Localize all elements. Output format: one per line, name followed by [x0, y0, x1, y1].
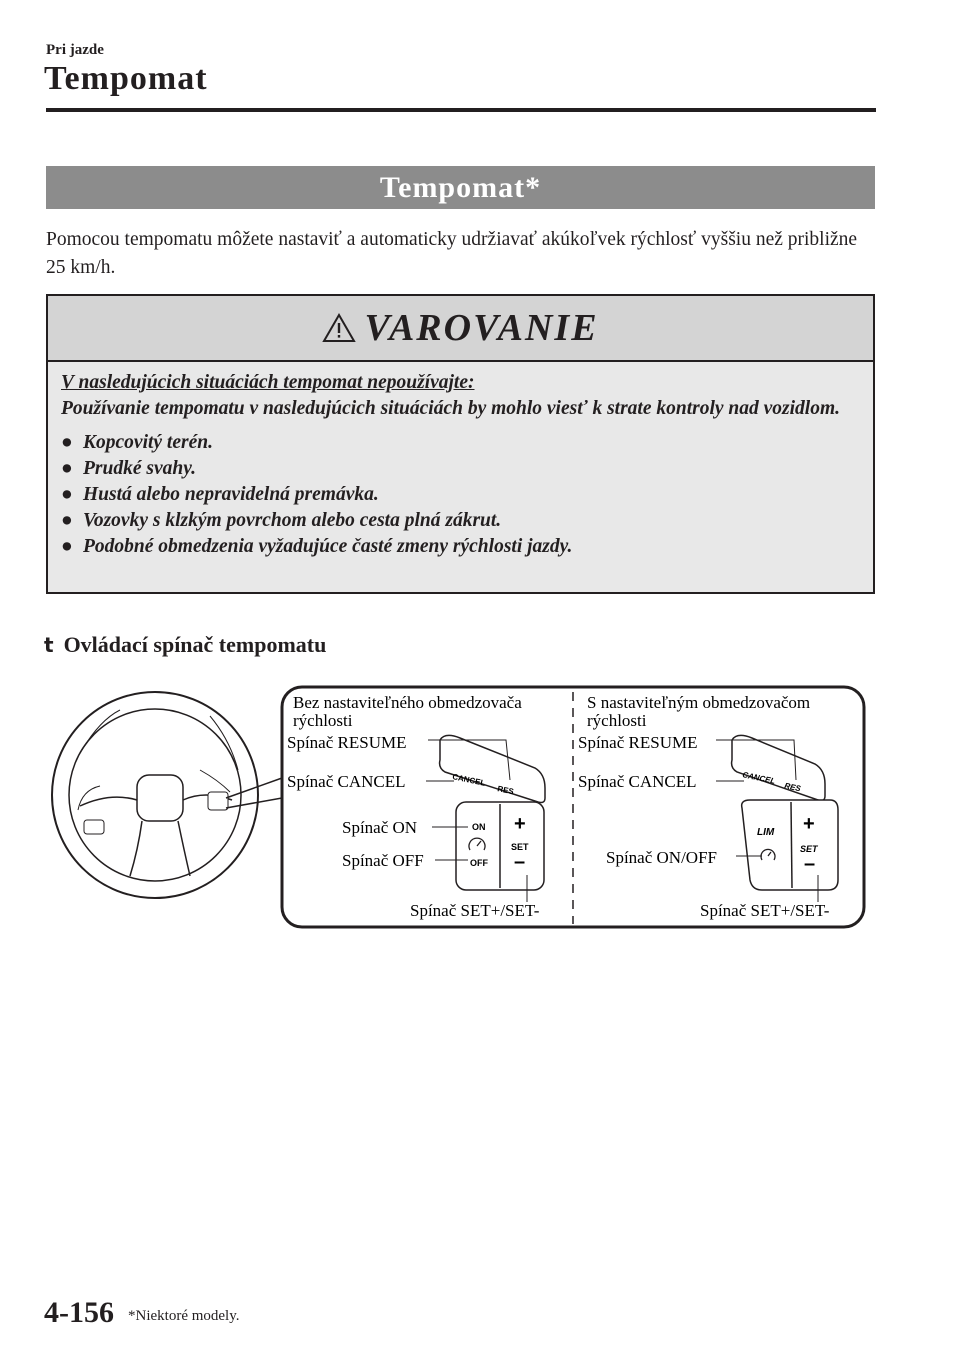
left-heading-line2: rýchlosti [293, 711, 353, 730]
left-set-label: Spínač SET+/SET- [410, 901, 540, 920]
right-plus-sign: + [803, 813, 815, 835]
right-onoff-label: Spínač ON/OFF [606, 848, 717, 867]
warning-text: Používanie tempomatu v nasledujúcich situáciách by mohlo viesť k strate kontroly nad vozidlom. [61, 398, 841, 419]
right-lim-button-text: LIM [757, 827, 775, 838]
subsection-title: Ovládací spínač tempomatu [63, 632, 327, 657]
list-item: ● Kopcovitý terén. [61, 430, 861, 456]
left-set-button-text: SET [511, 842, 529, 852]
list-item: ● Prudké svahy. [61, 456, 861, 482]
section-title-bar [46, 166, 875, 209]
left-resume-label: Spínač RESUME [287, 733, 407, 752]
warning-header [48, 296, 873, 362]
warning-subtitle: V nasledujúcich situáciách tempomat nepoužívajte: [61, 372, 475, 393]
left-cancel-button-text: CANCEL [451, 772, 487, 788]
left-on-label: Spínač ON [342, 818, 418, 837]
chapter-title: Tempomat [44, 60, 208, 97]
list-item: ● Podobné obmedzenia vyžadujúce časté zmeny rýchlosti jazdy. [61, 534, 861, 560]
right-cancel-label: Spínač CANCEL [578, 772, 697, 791]
warning-body [61, 370, 861, 560]
left-off-label: Spínač OFF [342, 851, 424, 870]
warning-box [46, 294, 875, 594]
bullet: ● [61, 432, 73, 453]
steering-wheel [52, 692, 258, 898]
intro-paragraph: Pomocou tempomatu môžete nastaviť a automaticky udržiavať akúkoľvek rýchlosť vyššiu než približne 25 km/h. [46, 229, 858, 278]
left-minus-sign: – [514, 851, 526, 873]
pointer-line [226, 798, 282, 808]
warning-list [61, 430, 861, 560]
right-set-label: Spínač SET+/SET- [700, 901, 830, 920]
left-cancel-label: Spínač CANCEL [287, 772, 406, 791]
right-resume-label: Spínač RESUME [578, 733, 698, 752]
right-heading-line2: rýchlosti [587, 711, 647, 730]
right-heading-line1: S nastaviteľným obmedzovačom [587, 693, 811, 712]
header-rule [46, 108, 876, 112]
subsection-heading [44, 632, 326, 658]
section-marker: t [44, 633, 54, 657]
right-minus-sign: – [804, 853, 816, 875]
right-cancel-button-text: CANCEL [741, 770, 777, 786]
bullet: ● [61, 458, 73, 479]
right-set-button-text: SET [800, 844, 818, 854]
list-item: ● Vozovky s klzkým povrchom alebo cesta plná zákrut. [61, 508, 861, 534]
bullet: ● [61, 510, 73, 531]
pointer-line [226, 778, 282, 798]
cruise-control-diagram [40, 680, 880, 930]
chapter-kicker: Pri jazde [46, 42, 104, 58]
left-off-button-text: OFF [470, 858, 488, 868]
left-res-button-text: RES [496, 784, 515, 797]
left-heading-line1: Bez nastaviteľného obmedzovača [293, 693, 522, 712]
bullet: ● [61, 536, 73, 557]
warning-triangle-icon [322, 313, 356, 343]
section-title: Tempomat* [379, 170, 542, 204]
footnote: *Niektoré modely. [128, 1308, 240, 1324]
left-on-button-text: ON [472, 822, 486, 832]
left-plus-sign: + [514, 813, 526, 835]
bullet: ● [61, 484, 73, 505]
list-item: ● Hustá alebo nepravidelná premávka. [61, 482, 861, 508]
page-number: 4-156 [44, 1296, 114, 1329]
right-res-button-text: RES [783, 781, 802, 794]
warning-title: VAROVANIE [364, 307, 599, 349]
